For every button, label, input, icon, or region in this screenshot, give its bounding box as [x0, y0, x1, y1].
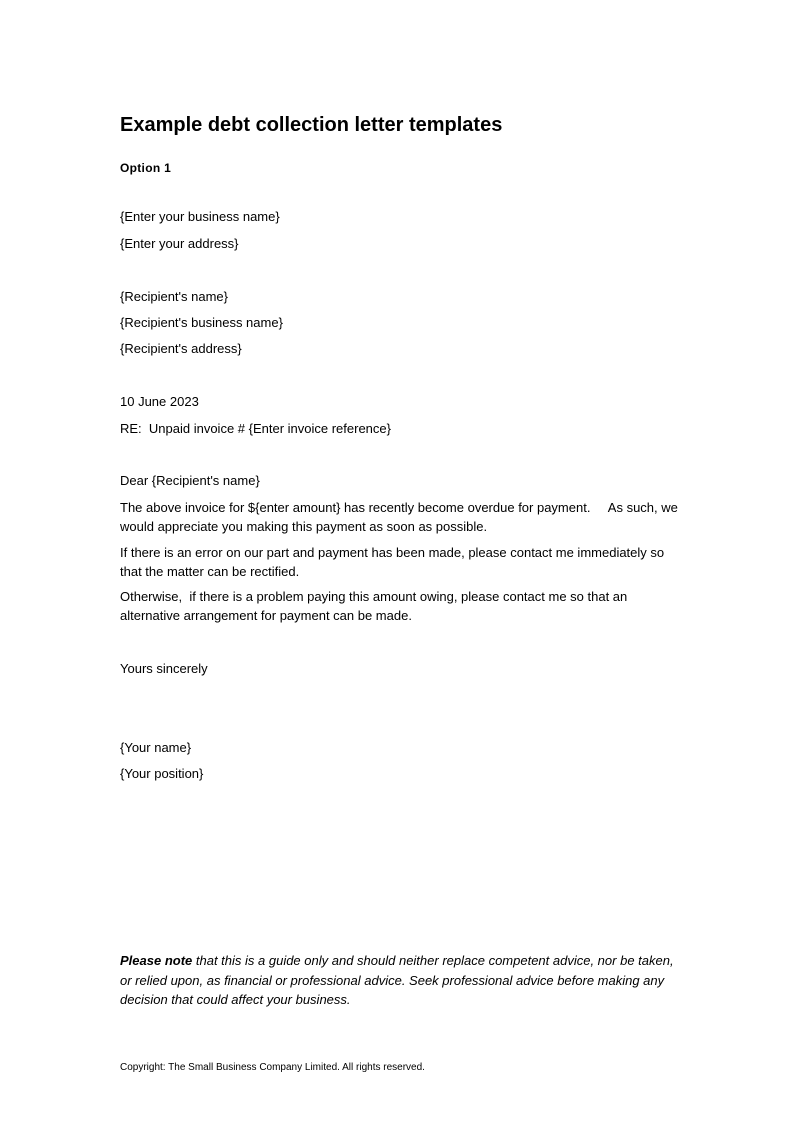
signature-name: {Your name}	[120, 740, 192, 755]
disclaimer-note	[120, 951, 680, 1010]
letter-date: 10 June 2023	[120, 394, 199, 409]
sender-business-name: {Enter your business name}	[120, 209, 280, 224]
recipient-business-name: {Recipient's business name}	[120, 315, 283, 330]
paragraph-alternative: Otherwise, if there is a problem paying this amount owing, please contact me so that an alternative arrangement for payment can be made.	[120, 589, 631, 623]
disclaimer-text: that this is a guide only and should neither replace competent advice, nor be taken, or relied upon, as financial or professional advice. Seek professional advice before making any decision that could affect your business.	[120, 953, 674, 1007]
option-label: Option 1	[120, 161, 172, 175]
recipient-name: {Recipient's name}	[120, 289, 228, 304]
sender-address: {Enter your address}	[120, 236, 239, 251]
signature-position: {Your position}	[120, 766, 204, 781]
recipient-address: {Recipient's address}	[120, 341, 242, 356]
paragraph-error: If there is an error on our part and payment has been made, please contact me immediately so that the matter can be rectified.	[120, 545, 665, 579]
paragraph-overdue: The above invoice for ${enter amount} has recently become overdue for payment. As such, we would appreciate you making this payment as soon as possible.	[120, 500, 682, 534]
salutation: Dear {Recipient's name}	[120, 473, 260, 488]
document-title: Example debt collection letter templates	[120, 114, 503, 136]
closing: Yours sincerely	[120, 661, 208, 676]
copyright-footer: Copyright: The Small Business Company Limited. All rights reserved.	[120, 1062, 425, 1073]
disclaimer-lead: Please note	[120, 953, 193, 968]
re-line: RE: Unpaid invoice # {Enter invoice reference}	[120, 421, 391, 436]
